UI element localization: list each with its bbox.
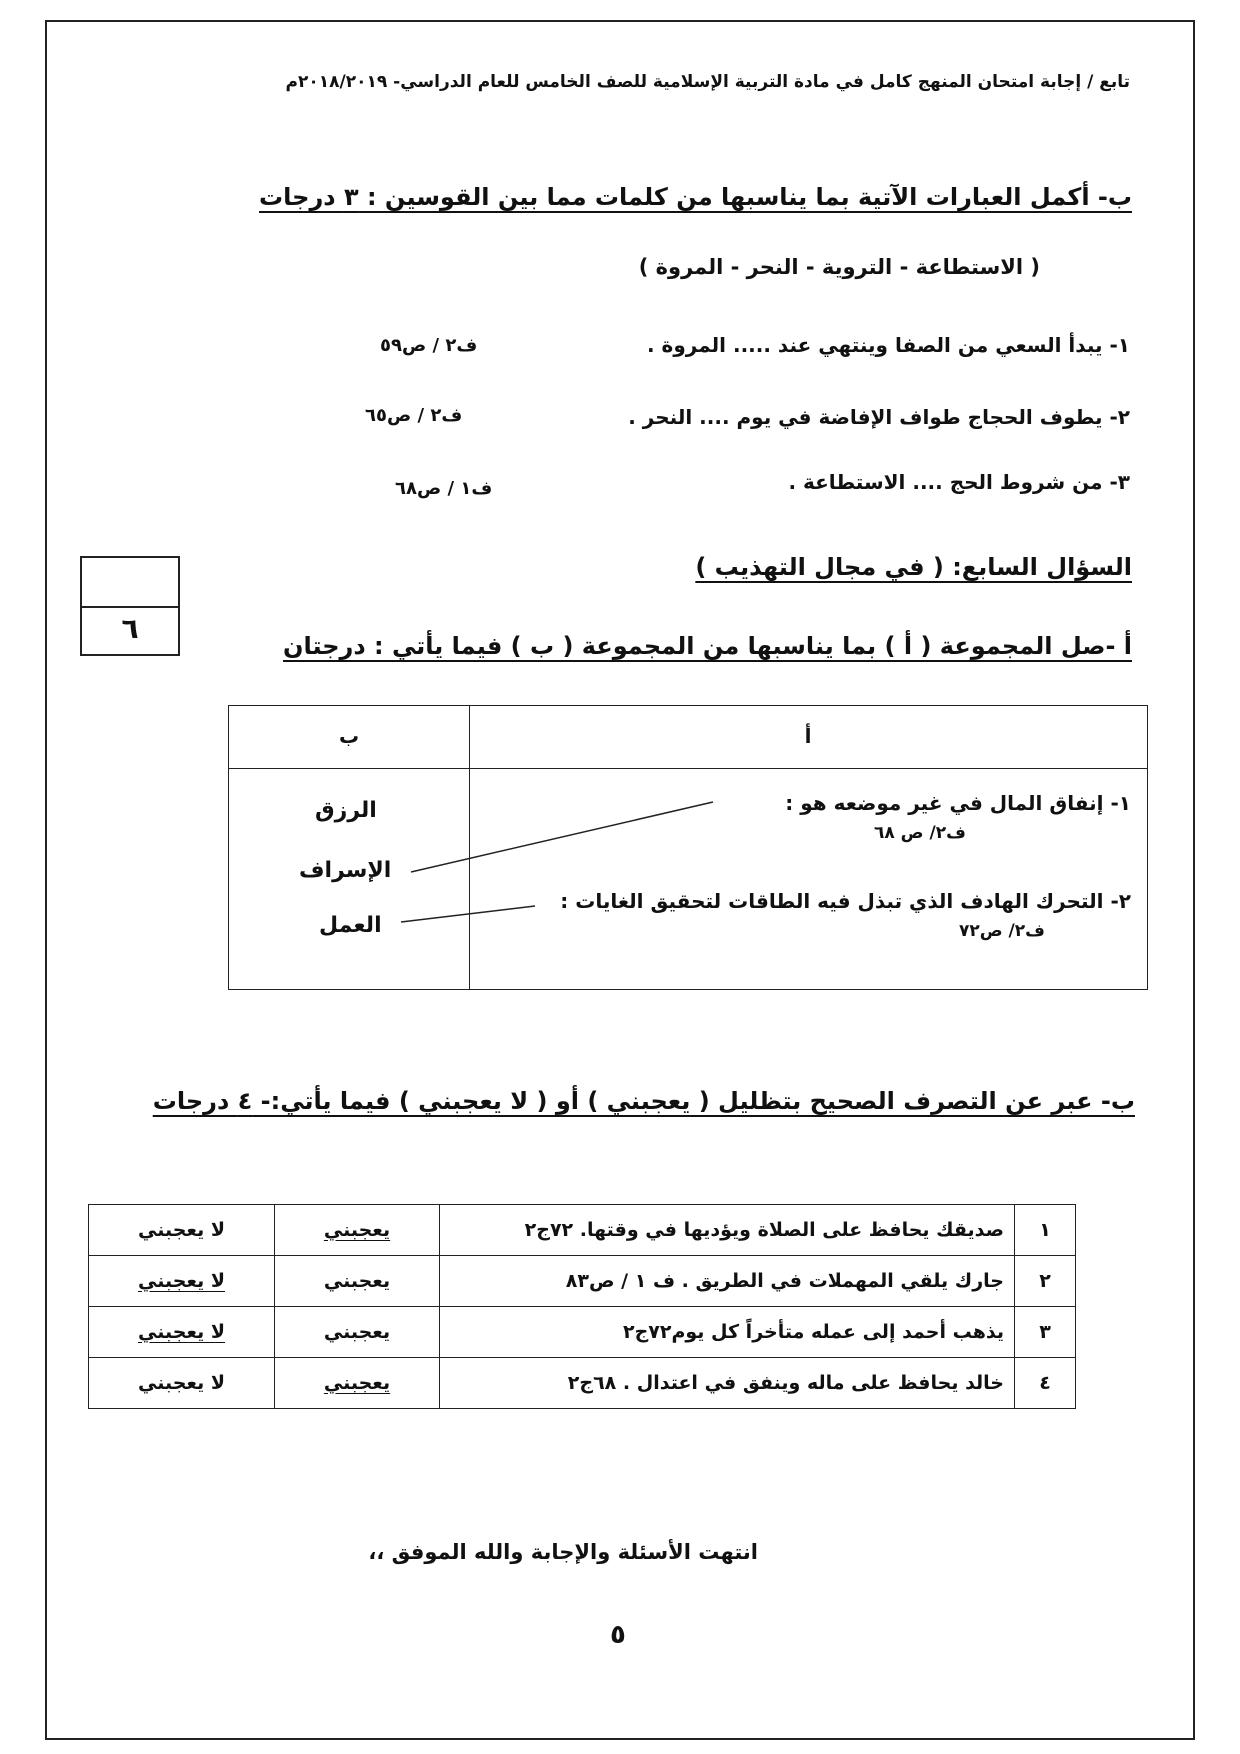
table-row — [89, 1205, 1076, 1256]
fill-item-3: ٣- من شروط الحج .... الاستطاعة . — [788, 470, 1130, 494]
score-box-divider — [82, 606, 178, 608]
page-number: ٥ — [610, 1620, 626, 1650]
row-number: ١ — [1015, 1205, 1076, 1256]
match-line-2 — [401, 906, 535, 922]
column-b-header: ب — [338, 724, 360, 748]
row-statement: صديقك يحافظ على الصلاة ويؤديها في وقتها. ٧٢ج٢ — [440, 1205, 1015, 1256]
question7-title: السؤال السابع: ( في مجال التهذيب ) — [695, 553, 1132, 581]
like-label-selected: يعجبني — [323, 1372, 391, 1394]
section-b2-title: ب- عبر عن التصرف الصحيح بتظليل ( يعجبني ) أو ( لا يعجبني ) فيما يأتي:- ٤ درجات — [152, 1087, 1135, 1115]
score-box — [80, 556, 180, 656]
like-label: يعجبني — [323, 1270, 391, 1292]
dislike-option[interactable] — [89, 1307, 275, 1358]
section-b1-title: ب- أكمل العبارات الآتية بما يناسبها من كلمات مما بين القوسين : ٣ درجات — [259, 183, 1132, 211]
row-number: ٣ — [1015, 1307, 1076, 1358]
fill-ref-3: ف١ / ص٦٨ — [395, 478, 493, 499]
row-statement: جارك يلقي المهملات في الطريق . ف ١ / ص٨٣ — [440, 1256, 1015, 1307]
like-option[interactable] — [275, 1256, 440, 1307]
score-value: ٦ — [121, 612, 139, 645]
like-label: يعجبني — [323, 1321, 391, 1343]
option-amal: العمل — [319, 913, 382, 938]
option-rizq: الرزق — [315, 798, 377, 823]
option-israf: الإسراف — [299, 858, 392, 883]
matching-lines — [229, 706, 1149, 991]
dislike-option[interactable] — [89, 1358, 275, 1409]
dislike-label-selected: لا يعجبني — [137, 1270, 226, 1292]
row-number: ٢ — [1015, 1256, 1076, 1307]
fill-ref-2: ف٢ / ص٦٥ — [365, 405, 463, 426]
match-ref-2: ف٢/ ص٧٢ — [959, 921, 1045, 941]
like-option[interactable] — [275, 1205, 440, 1256]
table-row — [89, 1307, 1076, 1358]
like-option[interactable] — [275, 1358, 440, 1409]
fill-ref-1: ف٢ / ص٥٩ — [380, 335, 478, 356]
table-row — [89, 1358, 1076, 1409]
closing-text: انتهت الأسئلة والإجابة والله الموفق ،، — [368, 1540, 758, 1564]
dislike-label: لا يعجبني — [137, 1372, 226, 1394]
fill-item-1: ١- يبدأ السعي من الصفا وينتهي عند ..... المروة . — [647, 333, 1130, 357]
column-a-header: أ — [804, 724, 812, 748]
word-bank: ( الاستطاعة - التروية - النحر - المروة ) — [638, 255, 1040, 279]
dislike-option[interactable] — [89, 1256, 275, 1307]
opinion-table — [88, 1204, 1076, 1409]
row-number: ٤ — [1015, 1358, 1076, 1409]
match-ref-1: ف٢/ ص ٦٨ — [874, 823, 966, 843]
dislike-option[interactable] — [89, 1205, 275, 1256]
table-row — [89, 1256, 1076, 1307]
fill-item-2: ٢- يطوف الحجاج طواف الإفاضة في يوم .... النحر . — [628, 405, 1130, 429]
section-a-title: أ -صل المجموعة ( أ ) بما يناسبها من المجموعة ( ب ) فيما يأتي : درجتان — [282, 632, 1132, 660]
match-item-2: ٢- التحرك الهادف الذي تبذل فيه الطاقات لتحقيق الغايات : — [560, 889, 1131, 913]
match-item-1: ١- إنفاق المال في غير موضعه هو : — [785, 791, 1131, 815]
row-statement: يذهب أحمد إلى عمله متأخراً كل يوم٧٢ج٢ — [440, 1307, 1015, 1358]
page-header: تابع / إجابة امتحان المنهج كامل في مادة التربية الإسلامية للصف الخامس للعام الدراسي- ٢٠١٨/٢٠١٩م — [285, 72, 1130, 92]
row-statement: خالد يحافظ على ماله وينفق في اعتدال . ٦٨ج٢ — [440, 1358, 1015, 1409]
dislike-label-selected: لا يعجبني — [137, 1321, 226, 1343]
like-option[interactable] — [275, 1307, 440, 1358]
dislike-label: لا يعجبني — [137, 1219, 226, 1241]
match-line-1 — [411, 802, 713, 872]
like-label-selected: يعجبني — [323, 1219, 391, 1241]
matching-table — [228, 705, 1148, 990]
